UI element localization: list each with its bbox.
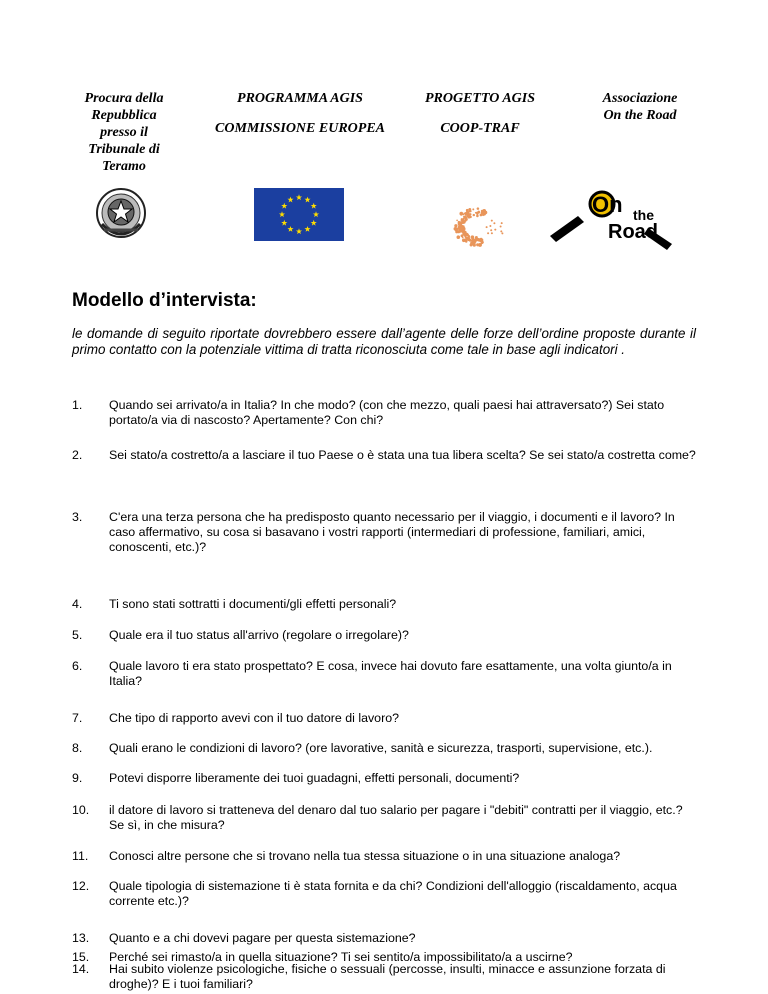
coop-dot-icon [462, 221, 465, 224]
question-number: 14. [72, 962, 90, 976]
procura-line: Repubblica [91, 108, 157, 123]
coop-dot-icon [491, 220, 493, 222]
procura-line: presso il [100, 125, 148, 140]
coop-dot-icon [487, 232, 489, 234]
coop-dot-icon [476, 215, 479, 218]
coop-dot-icon [501, 222, 503, 224]
document-title: Modello d’intervista: [72, 290, 257, 311]
coop-dot-icon [455, 230, 458, 233]
question-number: 11. [72, 849, 89, 863]
coop-dot-icon [500, 226, 502, 228]
on-the-road-logo [548, 186, 683, 254]
coop-dot-icon [467, 212, 470, 215]
coop-dot-icon [467, 215, 469, 217]
coop-dot-icon [500, 230, 502, 232]
coop-dot-icon [478, 211, 481, 214]
header-progetto [405, 90, 555, 137]
coop-dot-icon [455, 228, 457, 230]
coop-dot-icon [477, 207, 480, 210]
coop-dot-icon [501, 232, 503, 234]
question-text: Che tipo di rapporto avevi con il tuo datore di lavoro? [109, 711, 399, 725]
question-text: C'era una terza persona che ha predisposto quanto necessario per il viaggio, i documenti e il lavoro? In caso affermativo, su cosa si basavano i vostri rapporti (intermediari di professione, familiari, amici, conoscenti, etc.)? [109, 510, 675, 554]
question-text: Potevi disporre liberamente dei tuoi guadagni, effetti personali, documenti? [109, 771, 520, 785]
question-number: 9. [72, 771, 83, 785]
coop-label: COOP-TRAF [440, 121, 520, 136]
coop-dot-icon [464, 234, 467, 237]
logo-text-on: On [592, 192, 623, 217]
question-text: il datore di lavoro si tratteneva del denaro dal tuo salario per pagare i "debiti" contratti per il viaggio, etc.? Se sì, in che misura? [109, 803, 683, 832]
procura-line: Procura della [84, 91, 164, 106]
logo-text-the: the [633, 207, 654, 223]
coop-traf-logo [445, 205, 515, 250]
question-text: Quale era il tuo status all'arrivo (regolare o irregolare)? [109, 628, 409, 642]
question-number: 2. [72, 448, 83, 462]
question-text: Quanto e a chi dovevi pagare per questa sistemazione? [109, 931, 416, 945]
header-procura [50, 90, 198, 175]
coop-dot-icon [454, 224, 457, 227]
coop-dot-icon [462, 237, 464, 239]
question-number: 15. [72, 950, 90, 964]
question-number: 1. [72, 398, 83, 412]
question-number: 12. [72, 879, 90, 893]
logo-text-road: Road [608, 221, 658, 243]
coop-dot-icon [472, 237, 474, 239]
question-number: 13. [72, 931, 90, 945]
coop-dot-icon [469, 216, 472, 219]
question-number: 10. [72, 803, 90, 817]
eu-flag-logo [254, 188, 344, 241]
coop-dot-icon [493, 222, 495, 224]
question-text: Quale lavoro ti era stato prospettato? E cosa, invece hai dovuto fare esattamente, una volta giunto/a in Italia? [109, 659, 672, 688]
question-text: Quali erano le condizioni di lavoro? (ore lavorative, sanità e sicurezza, trasporti, supervisione, etc.). [109, 741, 653, 755]
question-number: 3. [72, 510, 83, 524]
question-text: Conosci altre persone che si trovano nella tua stessa situazione o in una situazione analoga? [109, 849, 621, 863]
associazione-line: Associazione [602, 91, 678, 106]
associazione-line: On the Road [603, 108, 677, 123]
coop-dot-icon [459, 225, 462, 228]
coop-dot-icon [494, 229, 496, 231]
coop-dot-icon [459, 212, 463, 216]
coop-dot-icon [457, 235, 461, 239]
coop-dot-icon [484, 211, 487, 214]
coop-dot-icon [489, 225, 491, 227]
coop-dot-icon [477, 244, 479, 246]
question-text: Ti sono stati sottratti i documenti/gli effetti personali? [109, 597, 397, 611]
coop-dot-icon [466, 209, 469, 212]
coop-dot-icon [464, 216, 467, 219]
header-programma [200, 90, 400, 137]
coop-dot-icon [481, 212, 483, 214]
question-number: 5. [72, 628, 83, 642]
procura-line: Teramo [102, 159, 146, 174]
coop-dot-icon [470, 243, 473, 246]
coop-dot-icon [476, 213, 478, 215]
question-number: 4. [72, 597, 83, 611]
coop-dot-icon [461, 218, 463, 220]
coop-dot-icon [456, 219, 458, 221]
coop-dot-icon [486, 226, 488, 228]
coop-dot-icon [473, 214, 475, 216]
header-associazione [555, 90, 725, 124]
coop-dot-icon [466, 233, 469, 236]
coop-dot-icon [472, 208, 474, 210]
question-text: Perché sei rimasto/a in quella situazione? Ti sei sentito/a impossibilitato/a a uscirne? [109, 950, 573, 964]
coop-dot-icon [490, 229, 492, 231]
question-text: Hai subito violenze psicologiche, fisiche o sessuali (percosse, insulti, minacce e assunzione forzata di droghe)? E i tuoi familiari? [109, 962, 666, 991]
question-text: Sei stato/a costretto/a a lasciare il tuo Paese o è stata una tua libera scelta? Se sei stato/a costretta come? [109, 448, 696, 462]
coop-dot-icon [464, 239, 467, 242]
intro-paragraph: le domande di seguito riportate dovrebbero essere dall’agente delle forze dell’ordine proposte durante il primo contatto con la potenziale vittima di tratta riconosciuta come tale in base agli indicatori . [72, 326, 696, 357]
coop-dot-icon [469, 210, 471, 212]
italian-emblem-logo [94, 186, 148, 242]
coop-dot-icon [463, 213, 465, 215]
coop-dot-icon [491, 232, 493, 234]
question-number: 8. [72, 741, 83, 755]
question-number: 7. [72, 711, 83, 725]
commissione-label: COMMISSIONE EUROPEA [215, 121, 385, 136]
coop-dot-icon [468, 238, 470, 240]
progetto-label: PROGETTO AGIS [424, 91, 536, 106]
question-number: 6. [72, 659, 83, 673]
question-text: Quando sei arrivato/a in Italia? In che modo? (con che mezzo, quali paesi hai attraversato?) Sei stato portato/a via di nascosto? Apertamente? Con chi? [109, 398, 665, 427]
procura-line: Tribunale di [88, 142, 160, 157]
programma-label: PROGRAMMA AGIS [237, 91, 363, 106]
coop-dot-icon [481, 241, 484, 244]
question-text: Quale tipologia di sistemazione ti è stata fornita e da chi? Condizioni dell'alloggio (riscaldamento, acqua corrente etc.)? [109, 879, 677, 908]
coop-dot-icon [474, 239, 476, 241]
